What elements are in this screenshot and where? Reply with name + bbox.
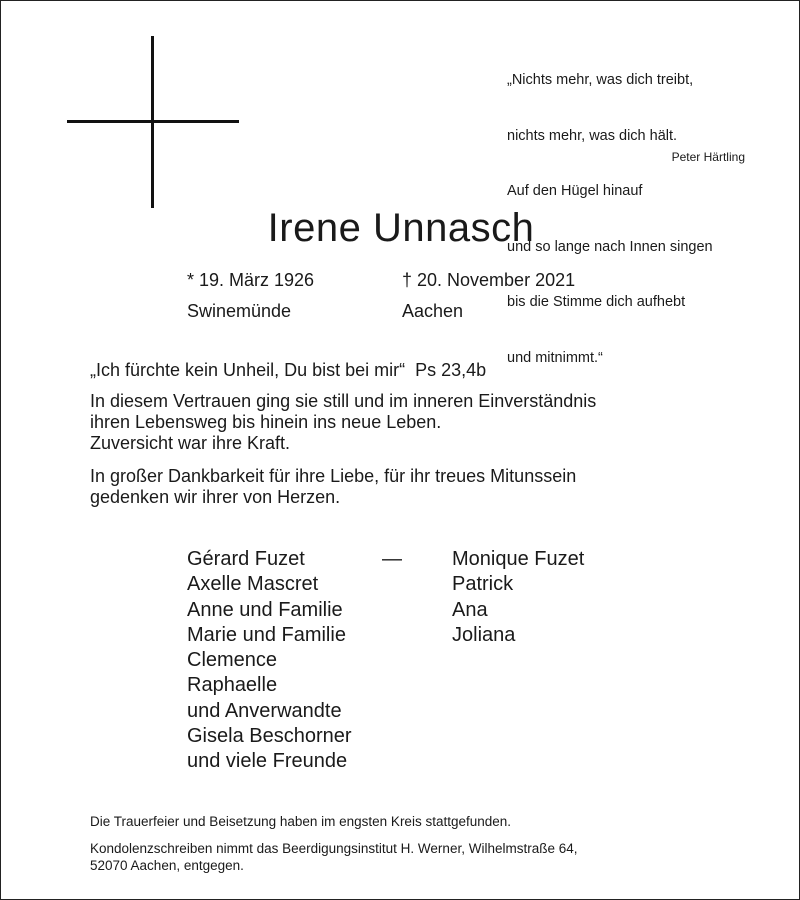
paragraph-line: Zuversicht war ihre Kraft. <box>90 433 291 453</box>
funeral-note: Die Trauerfeier und Beisetzung haben im engsten Kreis stattgefunden. <box>90 814 512 829</box>
mourner-name: Raphaelle <box>187 674 278 697</box>
mourners-left-column <box>187 547 352 775</box>
birth-place: Swinemünde <box>187 301 292 321</box>
mourner-name: Gisela Beschorner <box>187 725 352 748</box>
mourners-right-column <box>452 547 584 648</box>
condolence-line: Kondolenzschreiben nimmt das Beerdigungsinstitut H. Werner, Wilhelmstraße 64, <box>90 841 578 856</box>
poem-line: bis die Stimme dich aufhebt <box>507 294 686 310</box>
mourner-name: Monique Fuzet <box>452 548 585 570</box>
condolence-note <box>90 840 577 874</box>
mourner-name: Marie und Familie <box>187 623 346 646</box>
birth-date: * 19. März 1926 <box>187 270 315 290</box>
paragraph-line: ihren Lebensweg bis hinein ins neue Leben. <box>90 412 442 432</box>
mourner-name: und Anverwandte <box>187 699 342 722</box>
paragraph-line: In großer Dankbarkeit für ihre Liebe, für ihr treues Mitunssein <box>90 466 577 486</box>
mourner-name: Clemence <box>187 649 278 672</box>
cross-icon-horizontal <box>67 120 239 123</box>
mourner-name: Gérard Fuzet <box>187 548 305 570</box>
poem-line: und mitnimmt.“ <box>507 349 603 366</box>
mourner-name: Axelle Mascret <box>187 573 319 596</box>
paragraph-gratitude <box>90 466 576 508</box>
bible-quote: „Ich fürchte kein Unheil, Du bist bei mir“ Ps 23,4b <box>90 360 487 380</box>
poem-author: Peter Härtling <box>671 150 745 164</box>
deceased-name: Irene Unnasch <box>267 206 535 250</box>
paragraph-line: In diesem Vertrauen ging sie still und im inneren Einverständnis <box>90 391 597 411</box>
poem-line: Auf den Hügel hinauf <box>507 183 643 199</box>
condolence-line: 52070 Aachen, entgegen. <box>90 858 244 873</box>
mourner-name: Ana <box>452 598 488 621</box>
poem-line: nichts mehr, was dich hält. <box>507 127 678 144</box>
poem-line: und so lange nach Innen singen <box>507 238 713 255</box>
mourner-name: und viele Freunde <box>187 750 348 773</box>
mourner-name: Patrick <box>452 573 514 596</box>
paragraph-line: gedenken wir ihrer von Herzen. <box>90 487 341 507</box>
mourners-dash: — <box>382 548 402 570</box>
poem-line: „Nichts mehr, was dich treibt, <box>507 72 694 88</box>
paragraph-trust <box>90 391 596 454</box>
death-date: † 20. November 2021 <box>402 270 576 290</box>
death-place: Aachen <box>402 301 464 321</box>
mourner-name: Anne und Familie <box>187 598 343 621</box>
mourner-name: Joliana <box>452 623 516 646</box>
